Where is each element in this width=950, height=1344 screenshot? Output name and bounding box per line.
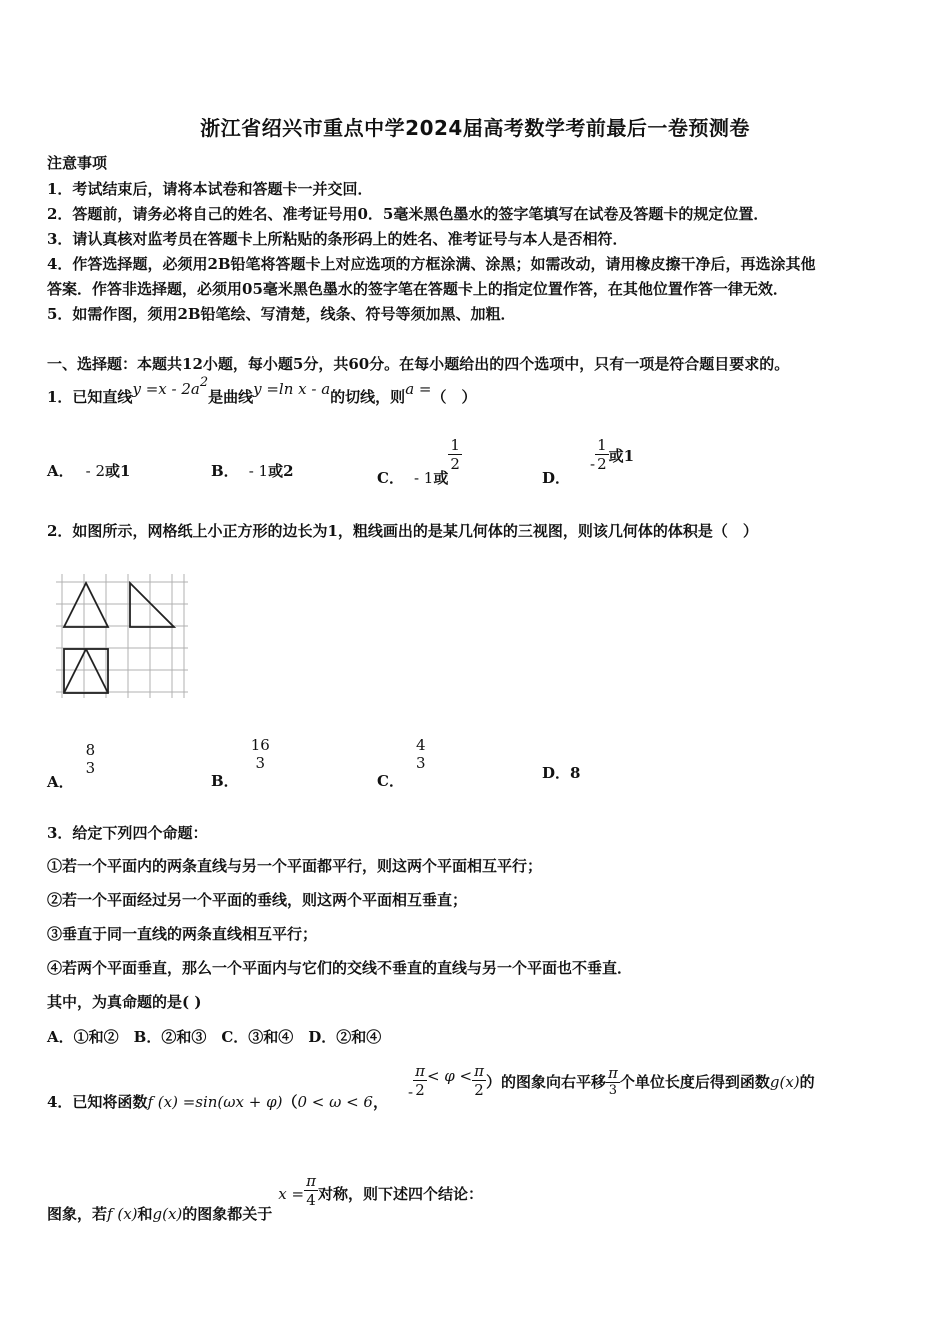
question-4-continued: 图象，若f (x)和g(x)的图象都关于x = $\frac{\pi}{4}$ 对称，则下述四个结论： xyxy=(47,1172,483,1223)
fraction: $\frac{\pi}{3}$ xyxy=(608,1063,618,1098)
q3-prompt: 其中，为真命题的是( ) xyxy=(47,993,202,1011)
q4-f-function: f (x) xyxy=(107,1204,138,1223)
notice-item: 1．考试结束后，请将本试卷和答题卡一并交回． xyxy=(47,180,373,198)
outline-shapes xyxy=(64,583,174,693)
q2-option-b[interactable]: B． 16 3 xyxy=(211,736,270,790)
question-3: 3．给定下列四个命题： xyxy=(47,824,208,842)
q3-proposition: ①若一个平面内的两条直线与另一个平面都平行，则这两个平面相互平行； xyxy=(47,857,543,875)
question-4: 4．已知将函数f (x) =sin(ωx + φ)（0 < ω < 6，- $\frac{\pi}{2}$ < φ < $\frac{\pi}{2}$ ）的图象向右平移 $\frac{\pi}{3}$ 个单位长度后得到函数g(x)的 xyxy=(47,1062,815,1111)
grid-lines xyxy=(56,574,188,698)
q1-text: 的切线，则 xyxy=(330,388,406,406)
q2-option-c[interactable]: C． 4 3 xyxy=(377,736,426,790)
q3-proposition: ③垂直于同一直线的两条直线相互平行； xyxy=(47,925,318,943)
fraction: 16 3 xyxy=(250,736,270,772)
q1-curve-formula: y =ln x - a xyxy=(253,380,331,398)
q1-line-formula: y =x - 2a xyxy=(132,380,200,398)
q1-text: （ ） xyxy=(431,388,477,406)
notice-item: 5．如需作图，须用2B铅笔绘、写清楚，线条、符号等须加黑、加粗． xyxy=(47,305,516,323)
q4-function-formula: f (x) =sin(ωx + φ) xyxy=(147,1092,283,1111)
fraction: $\frac{1}{2}$ xyxy=(450,436,460,473)
q1-text: 1．已知直线 xyxy=(47,388,133,406)
notice-item: 2．答题前，请务必将自己的姓名、准考证号用0．5毫米黑色墨水的签字笔填写在试卷及答题卡的规定位置． xyxy=(47,205,769,223)
fraction: $\frac{\pi}{2}$ xyxy=(474,1062,484,1099)
section-heading: 一、选择题：本题共12小题，每小题5分，共60分。在每小题给出的四个选项中，只有一项是符合题目要求的。 xyxy=(47,355,790,373)
question-2: 2．如图所示，网格纸上小正方形的边长为1，粗线画出的是某几何体的三视图，则该几何体的体积是（ ） xyxy=(47,522,758,540)
q3-options[interactable]: A．①和② B．②和③ C．③和④ D．②和④ xyxy=(47,1028,382,1046)
front-view xyxy=(64,583,108,627)
q4-phi-range: < φ < xyxy=(426,1066,473,1085)
page-title: 浙江省绍兴市重点中学2024届高考数学考前最后一卷预测卷 xyxy=(200,116,750,140)
notice-item: 3．请认真核对监考员在答题卡上所粘贴的条形码上的姓名、准考证号与本人是否相符． xyxy=(47,230,628,248)
q2-option-d[interactable]: D．8 xyxy=(542,764,581,782)
q4-symmetry-axis: x = xyxy=(278,1184,305,1203)
q3-proposition: ②若一个平面经过另一个平面的垂线，则这两个平面相互垂直； xyxy=(47,891,468,909)
notice-item: 答案．作答非选择题，必须用05毫米黑色墨水的签字笔在答题卡上的指定位置作答，在其他位置作答一律无效． xyxy=(47,280,788,298)
q3-proposition: ④若两个平面垂直，那么一个平面内与它们的交线不垂直的直线与另一个平面也不垂直． xyxy=(47,959,633,977)
fraction: $\frac{\pi}{2}$ xyxy=(415,1062,425,1099)
fraction: $\frac{\pi}{4}$ xyxy=(306,1172,316,1209)
q1-option-c[interactable]: C． - 1或 $\frac{1}{2}$ xyxy=(377,436,460,487)
question-1 xyxy=(47,375,477,407)
q1-option-a[interactable]: A． - 2或1 xyxy=(47,462,131,480)
q1-exponent: 2 xyxy=(199,375,209,390)
fraction: 8 3 xyxy=(85,741,96,777)
q1-text: 是曲线 xyxy=(208,388,254,406)
notice-item: 4．作答选择题，必须用2B铅笔将答题卡上对应选项的方框涂满、涂黑；如需改动，请用橡皮擦干净后，再选涂其他 xyxy=(47,255,816,273)
q4-g-function: g(x) xyxy=(152,1204,183,1223)
fraction: 4 3 xyxy=(415,736,426,772)
fraction: $\frac{1}{2}$ xyxy=(597,436,607,473)
q4-omega-range: 0 < ω < 6 xyxy=(297,1092,373,1111)
q1-a-formula: a = xyxy=(405,380,432,398)
q1-option-b[interactable]: B． - 1或2 xyxy=(211,462,294,480)
three-view-grid-figure xyxy=(50,566,192,702)
side-view xyxy=(130,583,174,627)
top-view-square xyxy=(64,649,108,693)
notice-heading: 注意事项 xyxy=(47,154,108,172)
q1-option-d[interactable]: D．- $\frac{1}{2}$ 或1 xyxy=(542,436,635,487)
q2-option-a[interactable]: A． 8 3 xyxy=(47,741,96,791)
q4-g-function: g(x) xyxy=(769,1072,800,1091)
